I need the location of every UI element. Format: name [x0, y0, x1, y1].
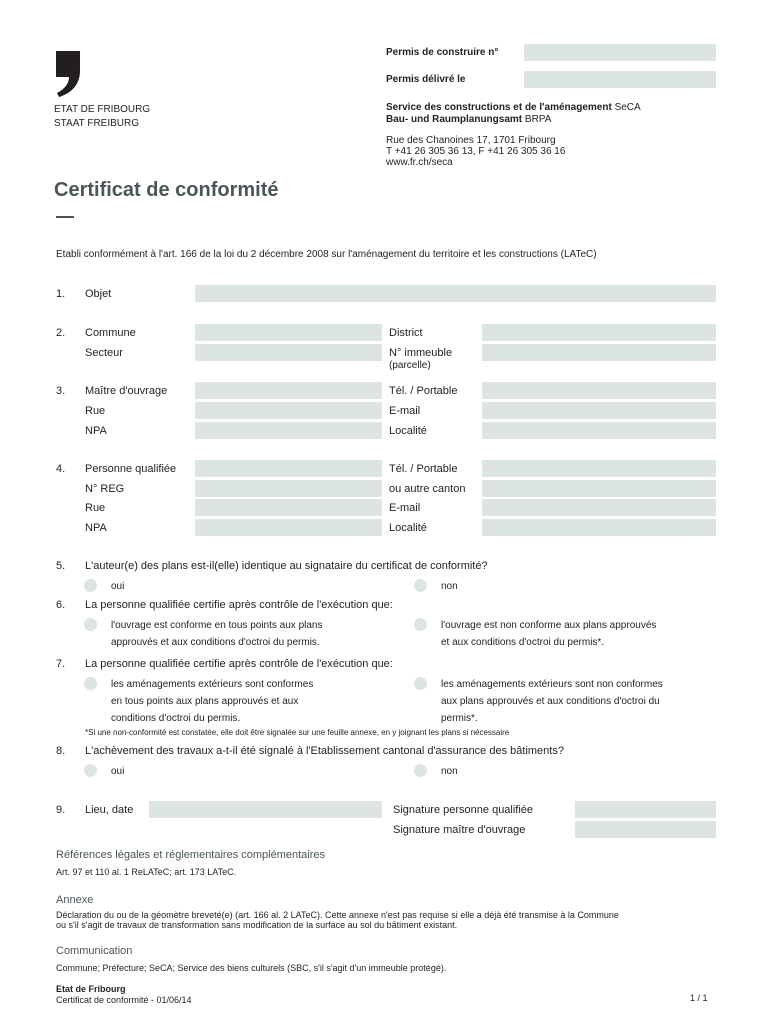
- s4-email-field[interactable]: [482, 499, 716, 516]
- commune-label: Commune: [85, 327, 136, 339]
- maitre-field[interactable]: [195, 382, 382, 399]
- service-fr: Service des constructions et de l'aménagement SeCA: [386, 102, 641, 113]
- s8-oui-radio[interactable]: [84, 764, 97, 777]
- personne-label: Personne qualifiée: [85, 463, 177, 475]
- s7-opt2-line3: permis*.: [441, 713, 478, 724]
- s3-email-label: E-mail: [389, 405, 421, 417]
- s7-question: La personne qualifiée certifie après contrôle de l'exécution que:: [85, 658, 393, 670]
- annexe-text-1: Déclaration du ou de la géomètre breveté(e) (art. 166 al. 2 LATeC). Cette annexe n'est pas requise si elle a déjà été transmise à la Commune: [56, 910, 619, 920]
- s5-non-radio[interactable]: [414, 579, 427, 592]
- s8-non-label: non: [441, 766, 458, 777]
- permis-number-field[interactable]: [524, 44, 716, 61]
- sig-maitre-label: Signature maître d'ouvrage: [393, 824, 526, 836]
- sig-maitre-field[interactable]: [575, 821, 716, 838]
- s7-conforme-radio[interactable]: [84, 677, 97, 690]
- page-number: 1 / 1: [690, 993, 708, 1003]
- sig-personne-label: Signature personne qualifiée: [393, 804, 534, 816]
- s4-rue-label: Rue: [85, 502, 106, 514]
- s3-rue-field[interactable]: [195, 402, 382, 419]
- objet-label: Objet: [85, 288, 112, 300]
- website: www.fr.ch/seca: [386, 157, 453, 168]
- s5-oui-radio[interactable]: [84, 579, 97, 592]
- reg-field[interactable]: [195, 480, 382, 497]
- address: Rue des Chanoines 17, 1701 Fribourg: [386, 135, 556, 146]
- s6-conforme-radio[interactable]: [84, 618, 97, 631]
- s3-npa-label: NPA: [85, 425, 107, 437]
- objet-field[interactable]: [195, 285, 716, 302]
- page-title: Certificat de conformité: [54, 179, 279, 201]
- commune-field[interactable]: [195, 324, 382, 341]
- permis-delivre-label: Permis délivré le: [386, 74, 466, 85]
- fribourg-logo-icon: [54, 51, 82, 97]
- service-de: Bau- und Raumplanungsamt BRPA: [386, 114, 552, 125]
- s8-oui-label: oui: [111, 766, 125, 777]
- district-label: District: [389, 327, 423, 339]
- s4-localite-label: Localité: [389, 522, 427, 534]
- s6-opt1-line1: l'ouvrage est conforme en tous points aux plans: [111, 620, 323, 631]
- intro-text: Etabli conformément à l'art. 166 de la loi du 2 décembre 2008 sur l'aménagement du territoire et les constructions (LATeC): [56, 249, 597, 260]
- s6-num: 6.: [56, 599, 66, 611]
- district-field[interactable]: [482, 324, 716, 341]
- footer-doc: Certificat de conformité - 01/06/14: [56, 995, 192, 1005]
- communication-heading: Communication: [56, 945, 133, 957]
- s6-opt2-line1: l'ouvrage est non conforme aux plans approuvés: [441, 620, 657, 631]
- permis-label: Permis de construire n°: [386, 47, 499, 58]
- sig-personne-field[interactable]: [575, 801, 716, 818]
- autre-canton-field[interactable]: [482, 480, 716, 497]
- s4-npa-label: NPA: [85, 522, 107, 534]
- s7-note: *Si une non-conformité est constatée, elle doit être signalée sur une feuille annexe, en y joignant les plans si nécessaire: [85, 728, 510, 737]
- s4-rue-field[interactable]: [195, 499, 382, 516]
- s3-email-field[interactable]: [482, 402, 716, 419]
- s8-non-radio[interactable]: [414, 764, 427, 777]
- s1-num: 1.: [56, 288, 66, 300]
- s7-opt1-line3: conditions d'octroi du permis.: [111, 713, 241, 724]
- permis-delivre-field[interactable]: [524, 71, 716, 88]
- s3-tel-label: Tél. / Portable: [389, 385, 458, 397]
- annexe-heading: Annexe: [56, 894, 94, 906]
- lieu-date-label: Lieu, date: [85, 804, 134, 816]
- maitre-label: Maître d'ouvrage: [85, 385, 168, 397]
- s4-tel-label: Tél. / Portable: [389, 463, 458, 475]
- s5-non-label: non: [441, 581, 458, 592]
- state-de: STAAT FREIBURG: [54, 118, 140, 129]
- s8-question: L'achèvement des travaux a-t-il été signalé à l'Etablissement cantonal d'assurance des bâtiments?: [85, 745, 564, 757]
- s3-tel-field[interactable]: [482, 382, 716, 399]
- refs-heading: Références légales et réglementaires complémentaires: [56, 849, 326, 861]
- s6-opt1-line2: approuvés et aux conditions d'octroi du permis.: [111, 637, 320, 648]
- communication-text: Commune; Préfecture; SeCA; Service des biens culturels (SBC, s'il s'agit d'un immeuble protégé).: [56, 963, 447, 973]
- secteur-label: Secteur: [85, 347, 123, 359]
- footer-org: Etat de Fribourg: [56, 984, 126, 994]
- s6-non-conforme-radio[interactable]: [414, 618, 427, 631]
- annexe-text-2: ou s'il s'agit de travaux de transformation sans modification de la surface au sol du bâtiment existant.: [56, 920, 458, 930]
- s7-opt2-line2: aux plans approuvés et aux conditions d'octroi du: [441, 696, 660, 707]
- s8-num: 8.: [56, 745, 66, 757]
- s4-tel-field[interactable]: [482, 460, 716, 477]
- s9-num: 9.: [56, 804, 66, 816]
- s4-num: 4.: [56, 463, 66, 475]
- s2-num: 2.: [56, 327, 66, 339]
- s4-npa-field[interactable]: [195, 519, 382, 536]
- s5-oui-label: oui: [111, 581, 125, 592]
- s7-non-conforme-radio[interactable]: [414, 677, 427, 690]
- phone: T +41 26 305 36 13, F +41 26 305 36 16: [386, 146, 566, 157]
- autre-canton-label: ou autre canton: [389, 483, 466, 495]
- s5-question: L'auteur(e) des plans est-il(elle) identique au signataire du certificat de conformité?: [85, 560, 488, 572]
- title-divider: [56, 216, 74, 218]
- s3-npa-field[interactable]: [195, 422, 382, 439]
- state-fr: ETAT DE FRIBOURG: [54, 104, 151, 115]
- s3-rue-label: Rue: [85, 405, 106, 417]
- lieu-date-field[interactable]: [149, 801, 382, 818]
- s4-localite-field[interactable]: [482, 519, 716, 536]
- reg-label: N° REG: [85, 483, 125, 495]
- parcelle-label: (parcelle): [389, 360, 431, 371]
- personne-field[interactable]: [195, 460, 382, 477]
- s7-opt1-line2: en tous points aux plans approuvés et aux: [111, 696, 299, 707]
- s6-question: La personne qualifiée certifie après contrôle de l'exécution que:: [85, 599, 393, 611]
- s3-localite-label: Localité: [389, 425, 427, 437]
- s7-num: 7.: [56, 658, 66, 670]
- immeuble-field[interactable]: [482, 344, 716, 361]
- refs-text: Art. 97 et 110 al. 1 ReLATeC; art. 173 LATeC.: [56, 867, 237, 877]
- s7-opt2-line1: les aménagements extérieurs sont non conformes: [441, 679, 663, 690]
- s3-localite-field[interactable]: [482, 422, 716, 439]
- s7-opt1-line1: les aménagements extérieurs sont conformes: [111, 679, 314, 690]
- s4-email-label: E-mail: [389, 502, 421, 514]
- s5-num: 5.: [56, 560, 66, 572]
- immeuble-label: N° immeuble: [389, 347, 453, 359]
- secteur-field[interactable]: [195, 344, 382, 361]
- s6-opt2-line2: et aux conditions d'octroi du permis*.: [441, 637, 605, 648]
- s3-num: 3.: [56, 385, 66, 397]
